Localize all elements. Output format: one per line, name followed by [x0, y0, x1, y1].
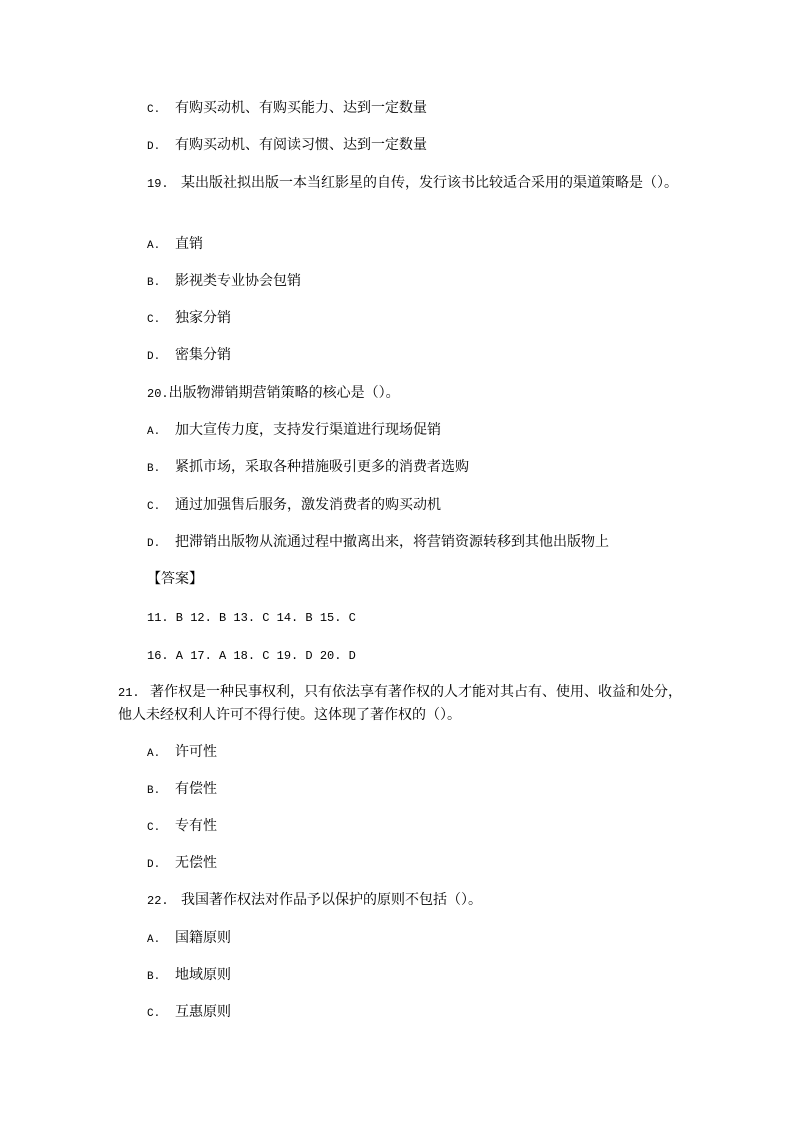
- option-d: [147, 346, 231, 366]
- option-letter: A.: [147, 240, 161, 252]
- question-number: 20.: [147, 387, 169, 401]
- option-text: 通过加强售后服务，激发消费者的购买动机: [175, 497, 441, 513]
- option-letter: A.: [147, 426, 161, 438]
- question-21-continuation: [118, 706, 461, 724]
- question-text-line-2: 他人未经权利人许可不得行使。这体现了著作权的（）。: [118, 707, 461, 723]
- answer-line-1: 11. B 12. B 13. C 14. B 15. C: [147, 611, 356, 625]
- option-c: [147, 99, 427, 119]
- option-text: 加大宣传力度，支持发行渠道进行现场促销: [175, 422, 441, 438]
- option-text: 互惠原则: [175, 1004, 231, 1020]
- option-b: [147, 272, 301, 292]
- question-number: 21.: [118, 686, 140, 700]
- question-text-line-1: 著作权是一种民事权利，只有依法享有著作权的人才能对其占有、使用、收益和处分，: [150, 684, 682, 700]
- option-text: 有购买动机、有阅读习惯、达到一定数量: [175, 137, 427, 153]
- option-letter: D.: [147, 859, 161, 871]
- option-letter: A.: [147, 748, 161, 760]
- option-text: 专有性: [175, 818, 217, 834]
- option-b: [147, 780, 217, 800]
- option-b: [147, 458, 469, 478]
- option-text: 直销: [175, 236, 203, 252]
- question-20: [147, 384, 400, 403]
- option-a: [147, 929, 231, 949]
- option-letter: C.: [147, 104, 161, 116]
- option-letter: D.: [147, 538, 161, 550]
- question-text: 我国著作权法对作品予以保护的原则不包括（）。: [181, 892, 482, 908]
- question-22: [147, 891, 482, 910]
- option-text: 有偿性: [175, 781, 217, 797]
- option-text: 独家分销: [175, 310, 231, 326]
- option-c: [147, 817, 217, 837]
- option-text: 把滞销出版物从流通过程中撤离出来，将营销资源转移到其他出版物上: [175, 534, 609, 550]
- option-d: [147, 854, 217, 874]
- option-letter: A.: [147, 934, 161, 946]
- option-a: [147, 743, 217, 763]
- question-text: 出版物滞销期营销策略的核心是（）。: [168, 385, 400, 401]
- option-text: 紧抓市场，采取各种措施吸引更多的消费者选购: [175, 459, 469, 475]
- option-text: 有购买动机、有购买能力、达到一定数量: [175, 100, 427, 116]
- option-letter: B.: [147, 463, 161, 475]
- option-text: 无偿性: [175, 855, 217, 871]
- option-letter: C.: [147, 314, 161, 326]
- option-c: [147, 1003, 231, 1023]
- option-b: [147, 966, 231, 986]
- option-text: 许可性: [175, 744, 217, 760]
- question-number: 22.: [147, 894, 169, 908]
- option-text: 国籍原则: [175, 930, 231, 946]
- option-letter: B.: [147, 971, 161, 983]
- option-letter: D.: [147, 351, 161, 363]
- option-letter: B.: [147, 785, 161, 797]
- answer-heading: 【答案】: [147, 571, 203, 587]
- option-letter: C.: [147, 501, 161, 513]
- option-c: [147, 309, 231, 329]
- question-21: [118, 683, 682, 702]
- option-text: 地域原则: [175, 967, 231, 983]
- option-text: 密集分销: [175, 347, 231, 363]
- option-d: [147, 136, 427, 156]
- option-letter: D.: [147, 141, 161, 153]
- option-letter: C.: [147, 822, 161, 834]
- option-a: [147, 421, 441, 441]
- option-a: [147, 235, 203, 255]
- option-c: [147, 496, 441, 516]
- question-19: [147, 174, 678, 193]
- option-letter: C.: [147, 1008, 161, 1020]
- option-d: [147, 533, 609, 553]
- question-text: 某出版社拟出版一本当红影星的自传，发行该书比较适合采用的渠道策略是（）。: [181, 175, 678, 191]
- option-text: 影视类专业协会包销: [175, 273, 301, 289]
- answer-line-2: 16. A 17. A 18. C 19. D 20. D: [147, 649, 356, 663]
- option-letter: B.: [147, 277, 161, 289]
- question-number: 19.: [147, 177, 169, 191]
